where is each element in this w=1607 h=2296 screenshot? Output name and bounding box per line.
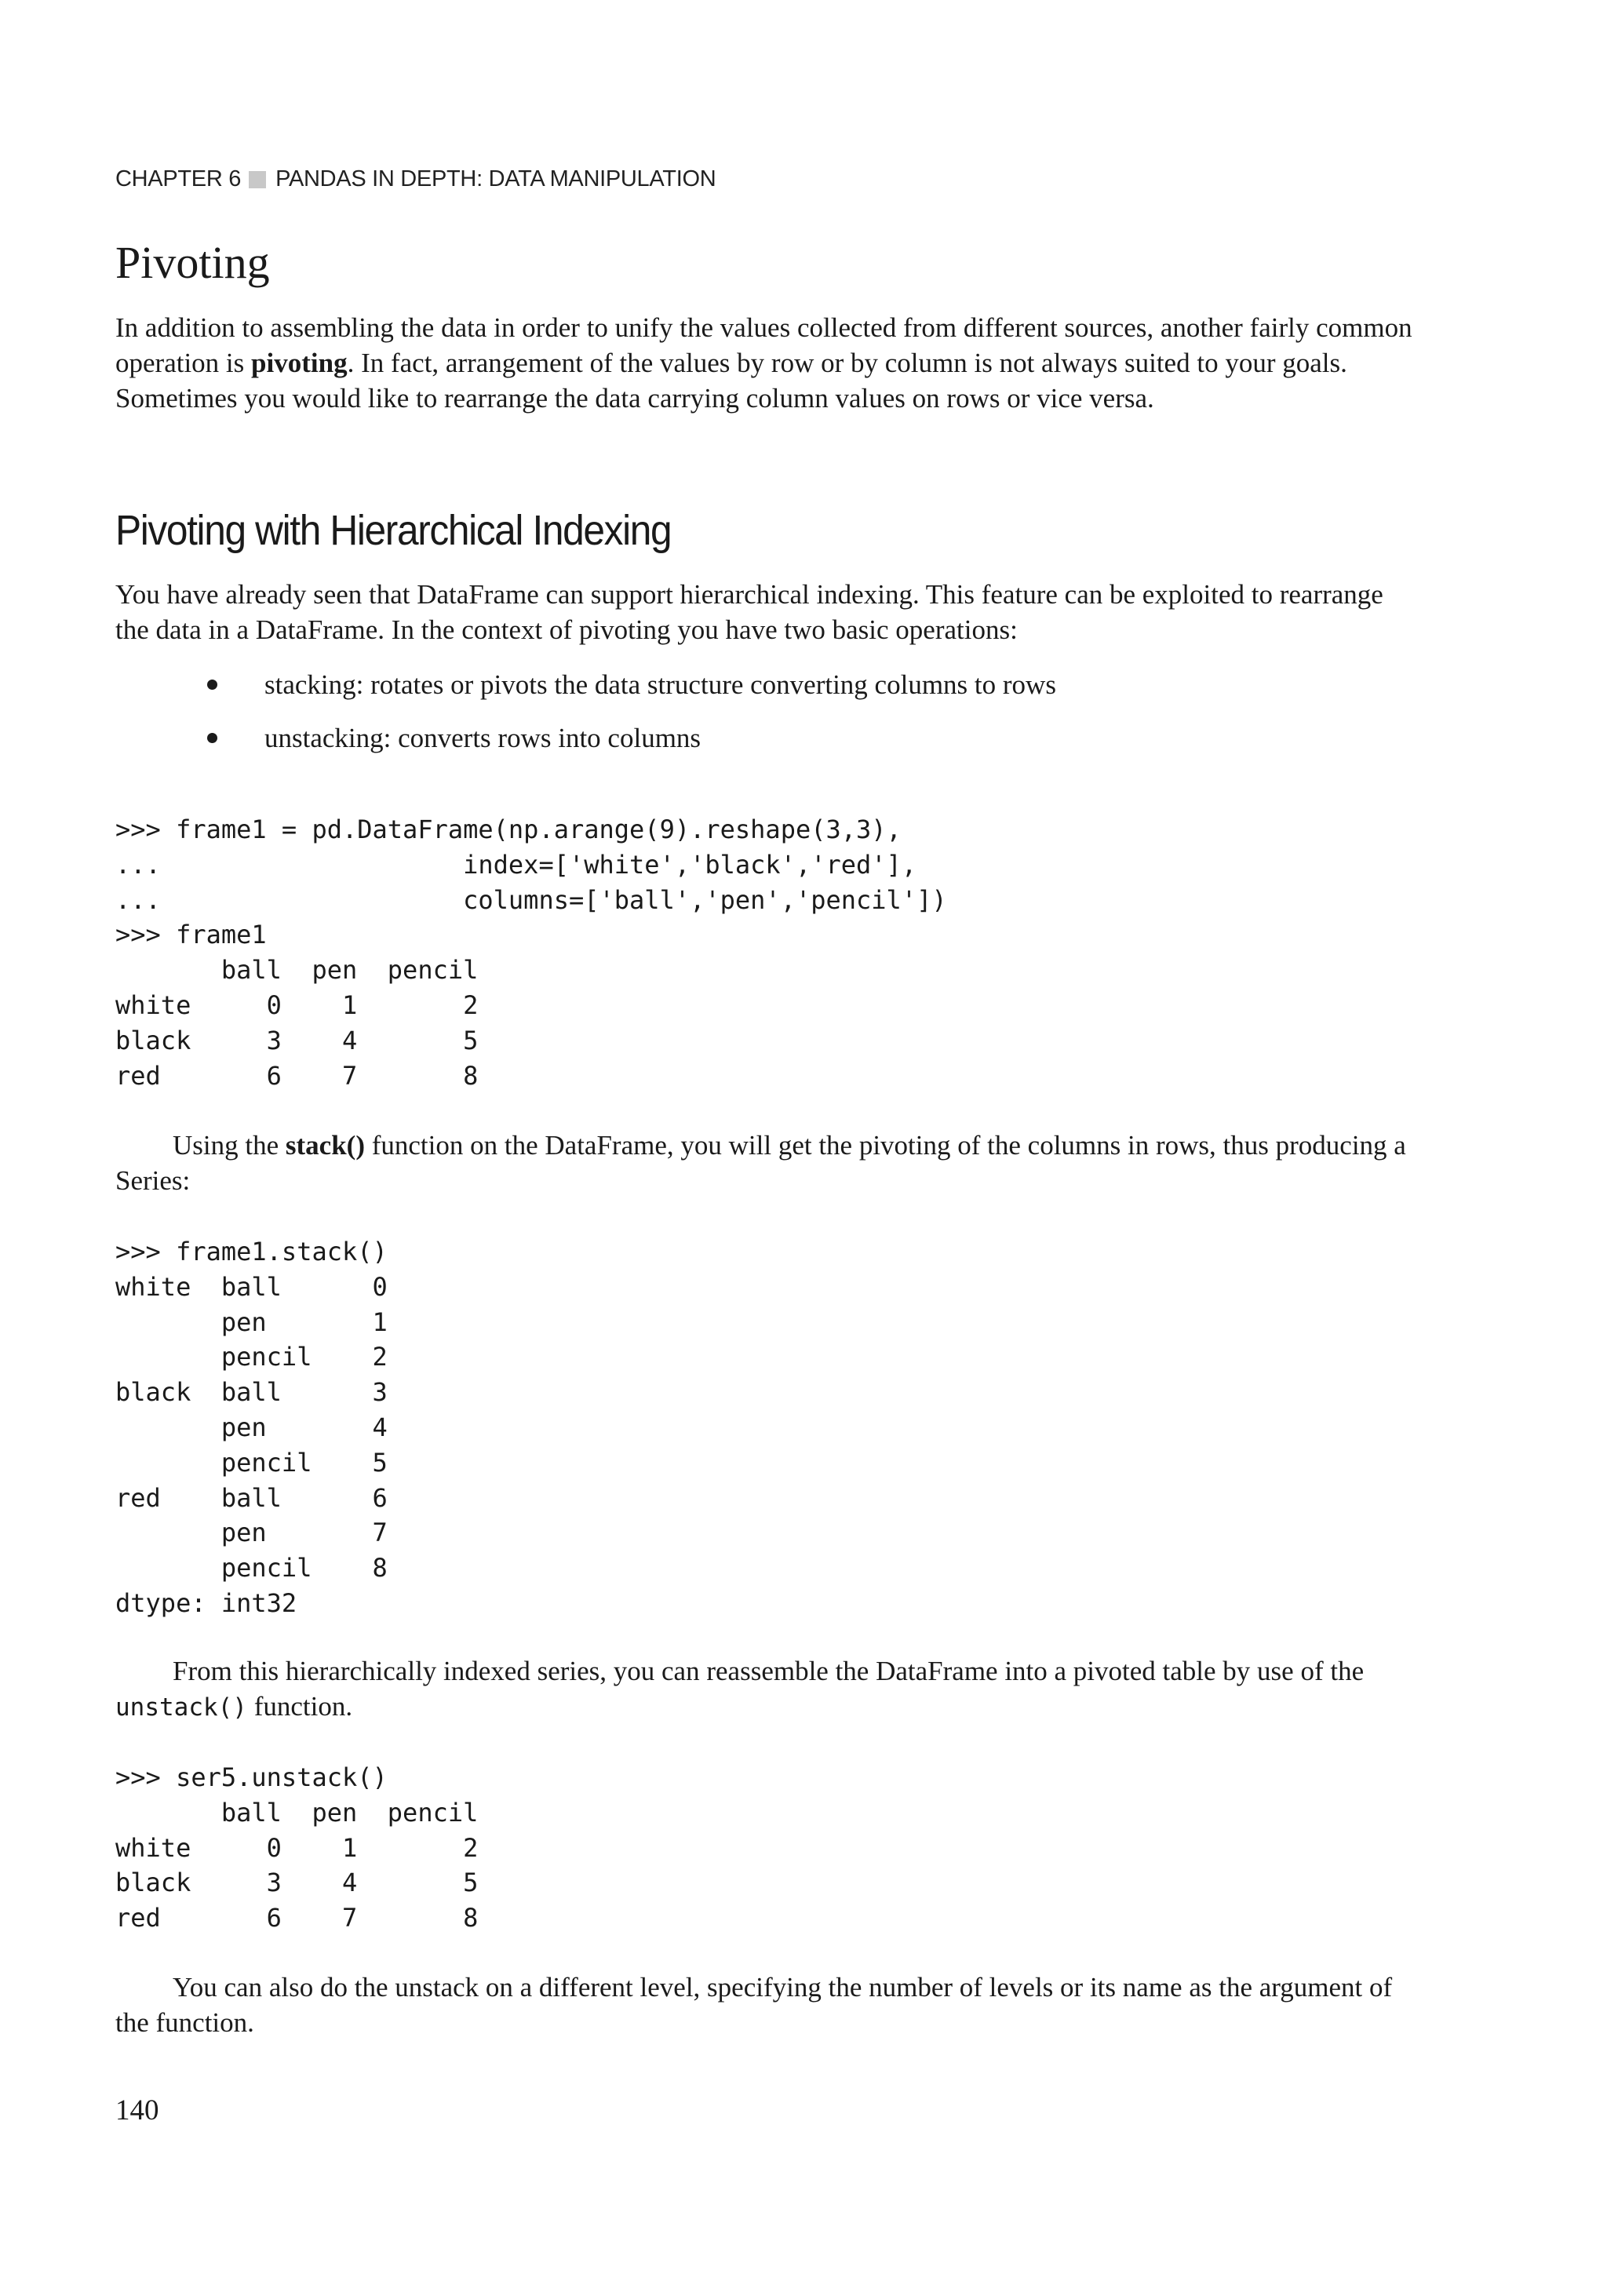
unstack-text-end: function. bbox=[246, 1691, 353, 1722]
list-item bbox=[115, 720, 1056, 774]
operation-list bbox=[115, 667, 1056, 774]
stack-paragraph bbox=[115, 1128, 1418, 1198]
running-head bbox=[115, 166, 716, 192]
stack-bold-term: stack() bbox=[285, 1130, 365, 1161]
section-title: Pivoting bbox=[115, 237, 270, 288]
unstack-inline-code: unstack() bbox=[115, 1693, 247, 1722]
stack-text-start: Using the bbox=[173, 1130, 286, 1161]
bullet-icon bbox=[207, 733, 217, 743]
running-head-title: PANDAS IN DEPTH: DATA MANIPULATION bbox=[275, 166, 716, 191]
level-paragraph: You can also do the unstack on a different level, specifying the number of levels or its name as the argument of the function. bbox=[115, 1972, 1393, 2038]
list-item bbox=[115, 667, 1056, 720]
bullet-icon bbox=[207, 680, 217, 690]
subsection-title: Pivoting with Hierarchical Indexing bbox=[115, 507, 672, 554]
unstack-text-start: From this hierarchically indexed series, you can reassemble the DataFrame into a pivoted table by use of the bbox=[173, 1656, 1365, 1686]
stack-text-end: function on the DataFrame, you will get the pivoting of the columns in rows, thus producing a Series: bbox=[115, 1130, 1406, 1196]
subsection-paragraph: You have already seen that DataFrame can support hierarchical indexing. This feature can be exploited to rearrange the data in a DataFrame. In the context of pivoting you have two basic operations: bbox=[115, 579, 1383, 645]
separator-square-icon bbox=[249, 171, 266, 188]
list-item-text: stacking: rotates or pivots the data structure converting columns to rows bbox=[264, 669, 1056, 700]
intro-text-end: . In fact, arrangement of the values by row or by column is not always suited to your goals. Sometimes you would like to rearrange the data carrying column values on rows or vice versa. bbox=[115, 348, 1347, 414]
code-block-stack: >>> frame1.stack() white ball 0 pen 1 pencil 2 black ball 3 pen 4 pencil 5 red ball 6 pen 7 pencil 8 dtype: int32 bbox=[115, 1237, 388, 1618]
page-number: 140 bbox=[115, 2094, 159, 2127]
unstack-paragraph bbox=[115, 1653, 1418, 1726]
list-item-text: unstacking: converts rows into columns bbox=[264, 723, 701, 753]
intro-text-start: In addition to assembling the data in order to unify the values collected from different sources, another fairly common operation is bbox=[115, 312, 1412, 378]
code-block-frame1: >>> frame1 = pd.DataFrame(np.arange(9).reshape(3,3), ... index=['white','black','red'], ... columns=['ball','pen','pencil']) >>> frame1 ball pen pencil white 0 1 2 black 3 4 5 red 6 7 8 bbox=[115, 815, 947, 1091]
intro-paragraph bbox=[115, 310, 1418, 416]
code-block-unstack: >>> ser5.unstack() ball pen pencil white 0 1 2 black 3 4 5 red 6 7 8 bbox=[115, 1762, 479, 1933]
running-head-chapter: CHAPTER 6 bbox=[115, 166, 242, 191]
intro-bold-term: pivoting bbox=[251, 348, 348, 378]
